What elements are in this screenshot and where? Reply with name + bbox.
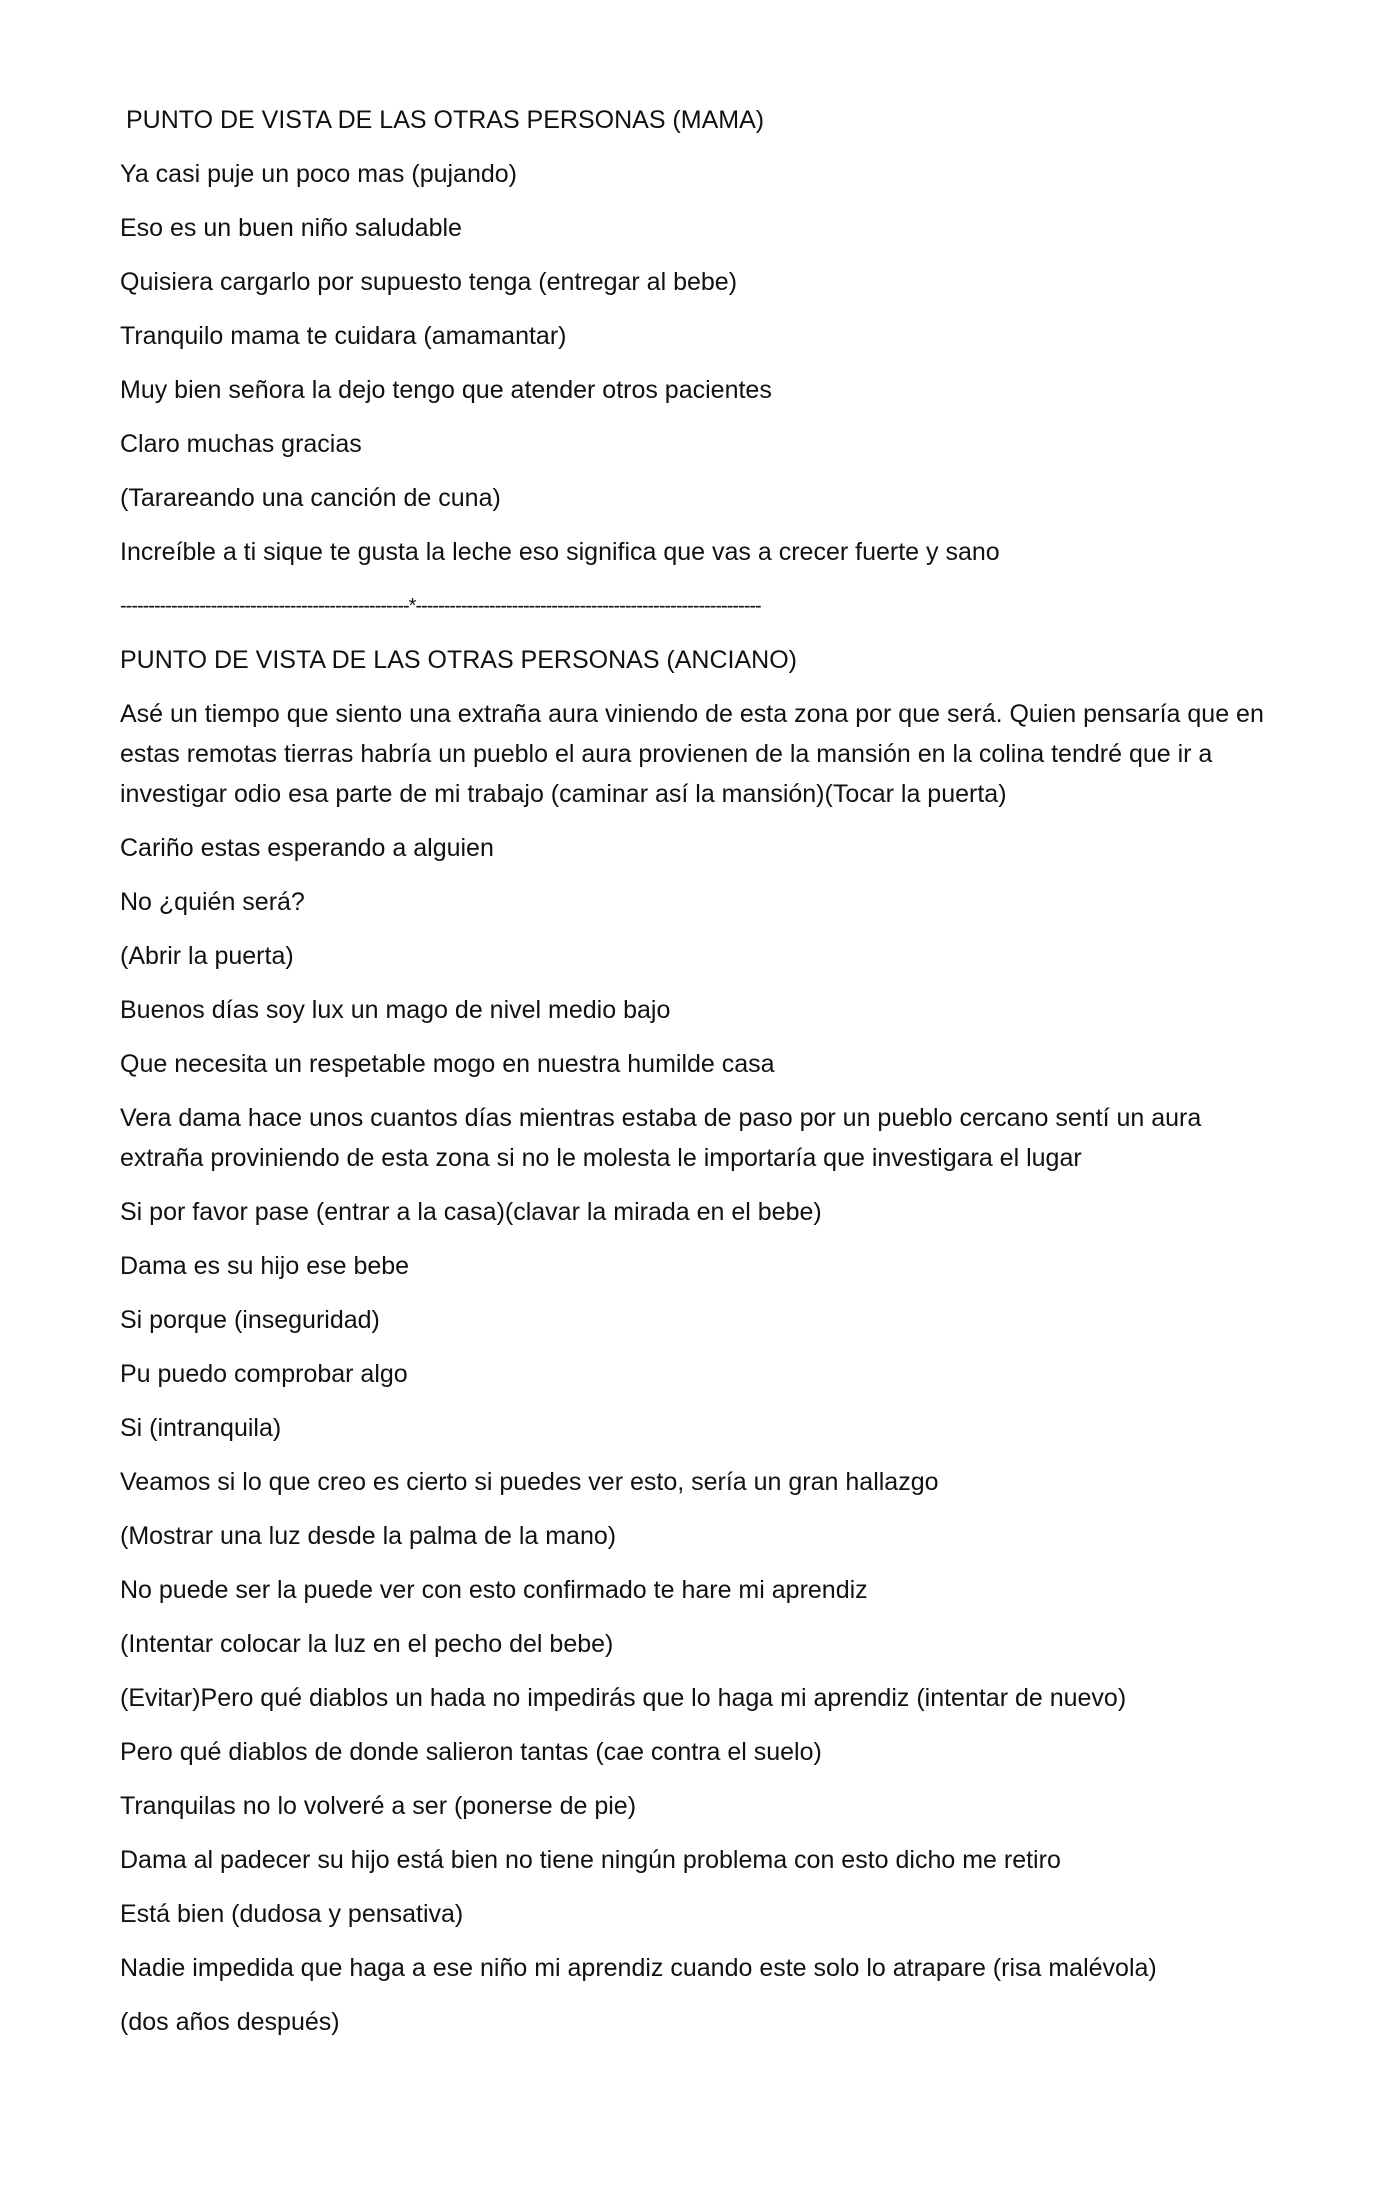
dialogue-line: No puede ser la puede ver con esto confirmado te hare mi aprendiz xyxy=(120,1576,868,1604)
dialogue-line: Claro muchas gracias xyxy=(120,430,362,458)
dialogue-line: Dama al padecer su hijo está bien no tiene ningún problema con esto dicho me retiro xyxy=(120,1846,1061,1874)
dialogue-line: Si porque (inseguridad) xyxy=(120,1306,380,1334)
dialogue-line: (Tarareando una canción de cuna) xyxy=(120,484,501,512)
dialogue-line: Tranquilas no lo volveré a ser (ponerse de pie) xyxy=(120,1792,637,1820)
dialogue-line: (Mostrar una luz desde la palma de la mano) xyxy=(120,1522,617,1550)
dialogue-line: Dama es su hijo ese bebe xyxy=(120,1252,410,1280)
dialogue-line: Vera dama hace unos cuantos días mientras estaba de paso por un pueblo cercano sentí un aura extraña proviniendo de esta zona si no le molesta le importaría que investigara el lugar xyxy=(120,1104,1202,1172)
dialogue-line: Nadie impedida que haga a ese niño mi aprendiz cuando este solo lo atrapare (risa malévola) xyxy=(120,1954,1157,1982)
dialogue-line: Que necesita un respetable mogo en nuestra humilde casa xyxy=(120,1050,775,1078)
dialogue-line: Buenos días soy lux un mago de nivel medio bajo xyxy=(120,996,671,1024)
dialogue-line: Tranquilo mama te cuidara (amamantar) xyxy=(120,322,567,350)
section-heading-anciano: PUNTO DE VISTA DE LAS OTRAS PERSONAS (ANCIANO) xyxy=(120,646,797,674)
dialogue-line: No ¿quién será? xyxy=(120,888,305,916)
section-separator: ---------------------------------------------------*------------------------------------------------------------- xyxy=(120,595,761,617)
dialogue-line: (Intentar colocar la luz en el pecho del bebe) xyxy=(120,1630,614,1658)
dialogue-line: (Abrir la puerta) xyxy=(120,942,294,970)
dialogue-line: (Evitar)Pero qué diablos un hada no impedirás que lo haga mi aprendiz (intentar de nuevo) xyxy=(120,1684,1127,1712)
dialogue-line: Pu puedo comprobar algo xyxy=(120,1360,408,1388)
dialogue-line: Si por favor pase (entrar a la casa)(clavar la mirada en el bebe) xyxy=(120,1198,822,1226)
section-heading-mama: PUNTO DE VISTA DE LAS OTRAS PERSONAS (MAMA) xyxy=(126,106,765,134)
dialogue-line: Cariño estas esperando a alguien xyxy=(120,834,494,862)
dialogue-line: Eso es un buen niño saludable xyxy=(120,214,462,242)
dialogue-line: Ya casi puje un poco mas (pujando) xyxy=(120,160,517,188)
dialogue-line: Pero qué diablos de donde salieron tantas (cae contra el suelo) xyxy=(120,1738,822,1766)
dialogue-line: Si (intranquila) xyxy=(120,1414,282,1442)
document-body xyxy=(120,100,1280,2056)
dialogue-line: (dos años después) xyxy=(120,2008,340,2036)
dialogue-line: Asé un tiempo que siento una extraña aura viniendo de esta zona por que será. Quien pensaría que en estas remotas tierras habría un pueblo el aura provienen de la mansión en la colina tendré que ir a investigar odio esa parte de mi trabajo (caminar así la mansión)(Tocar la puerta) xyxy=(120,700,1264,808)
dialogue-line: Muy bien señora la dejo tengo que atender otros pacientes xyxy=(120,376,772,404)
dialogue-line: Está bien (dudosa y pensativa) xyxy=(120,1900,464,1928)
dialogue-line: Quisiera cargarlo por supuesto tenga (entregar al bebe) xyxy=(120,268,738,296)
dialogue-line: Veamos si lo que creo es cierto si puedes ver esto, sería un gran hallazgo xyxy=(120,1468,939,1496)
dialogue-line: Increíble a ti sique te gusta la leche eso significa que vas a crecer fuerte y sano xyxy=(120,538,1000,566)
